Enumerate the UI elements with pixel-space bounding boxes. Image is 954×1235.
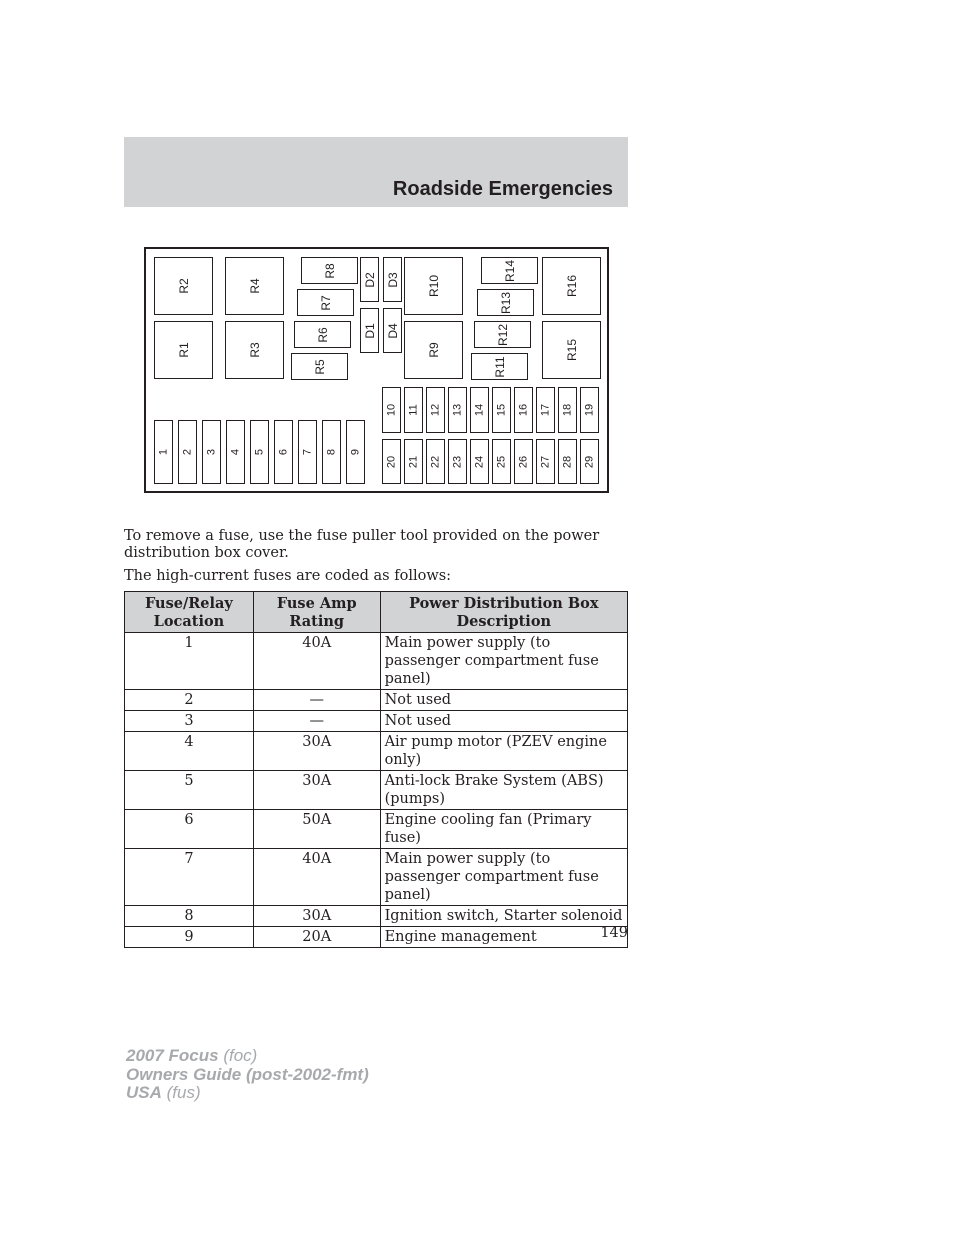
slot-label: 21 bbox=[407, 455, 419, 468]
cell-location: 2 bbox=[125, 690, 254, 711]
slot-label: 2 bbox=[181, 448, 193, 456]
fuse-slot-10 bbox=[382, 387, 401, 433]
slot-label: R9 bbox=[426, 342, 441, 358]
fuse-slot-15 bbox=[492, 387, 511, 433]
slot-label: R2 bbox=[176, 278, 191, 294]
relay-slot-r13 bbox=[477, 289, 534, 316]
slot-label: 9 bbox=[349, 448, 361, 456]
fuse-slot-25 bbox=[492, 439, 511, 484]
cell-description: Ignition switch, Starter solenoid bbox=[380, 906, 627, 927]
cell-description: Main power supply (to passenger compartment fuse panel) bbox=[380, 633, 627, 690]
fuse-slot-11 bbox=[404, 387, 423, 433]
slot-label: D3 bbox=[385, 271, 400, 288]
slot-label: R10 bbox=[426, 274, 441, 298]
relay-slot-r12 bbox=[474, 321, 531, 348]
fuse-slot-1 bbox=[154, 420, 173, 484]
cell-location: 5 bbox=[125, 771, 254, 810]
slot-label: R8 bbox=[322, 262, 337, 279]
table-row bbox=[125, 906, 628, 927]
section-title: Roadside Emergencies bbox=[392, 178, 613, 200]
slot-label: D1 bbox=[362, 322, 377, 339]
slot-label: 20 bbox=[385, 455, 397, 468]
cell-description: Engine cooling fan (Primary fuse) bbox=[380, 810, 627, 849]
slot-label: 27 bbox=[539, 455, 551, 468]
table-row bbox=[125, 927, 628, 948]
column-header-location: Fuse/Relay Location bbox=[125, 592, 254, 633]
slot-label: R12 bbox=[495, 323, 510, 346]
relay-slot-r3 bbox=[225, 321, 284, 379]
fuse-slot-14 bbox=[470, 387, 489, 433]
slot-label: 17 bbox=[539, 403, 551, 417]
cell-location: 9 bbox=[125, 927, 254, 948]
fuse-slot-9 bbox=[346, 420, 365, 484]
footer-market: USA bbox=[126, 1083, 162, 1102]
footer-guide: Owners Guide (post-2002-fmt) bbox=[126, 1064, 369, 1084]
footer-model: 2007 Focus bbox=[126, 1046, 219, 1065]
slot-label: 22 bbox=[429, 455, 441, 468]
fuse-slot-21 bbox=[404, 439, 423, 484]
table-row bbox=[125, 633, 628, 690]
fuse-slot-13 bbox=[448, 387, 467, 433]
fuse-slot-19 bbox=[580, 387, 599, 433]
fuse-slot-26 bbox=[514, 439, 533, 484]
cell-location: 1 bbox=[125, 633, 254, 690]
table-row bbox=[125, 690, 628, 711]
cell-amp-rating: 30A bbox=[253, 732, 380, 771]
relay-slot-r6 bbox=[294, 321, 351, 348]
fuse-slot-4 bbox=[226, 420, 245, 484]
slot-label: R7 bbox=[318, 294, 333, 311]
diode-slot-d3 bbox=[383, 257, 402, 302]
cell-description: Not used bbox=[380, 690, 627, 711]
relay-slot-r14 bbox=[481, 257, 538, 284]
slot-label: 23 bbox=[451, 455, 463, 468]
cell-description: Engine management bbox=[380, 927, 627, 948]
fuse-slot-6 bbox=[274, 420, 293, 484]
table-header-row bbox=[125, 592, 628, 633]
cell-amp-rating: 50A bbox=[253, 810, 380, 849]
fuse-slot-8 bbox=[322, 420, 341, 484]
cell-amp-rating: — bbox=[253, 711, 380, 732]
slot-label: 8 bbox=[325, 448, 337, 456]
slot-label: R14 bbox=[502, 259, 517, 282]
page-number: 149 bbox=[600, 925, 628, 941]
diode-slot-d1 bbox=[360, 308, 379, 353]
footer-model-code: (foc) bbox=[223, 1046, 258, 1065]
slot-label: 19 bbox=[583, 403, 595, 417]
fuse-slot-23 bbox=[448, 439, 467, 484]
fuse-slot-28 bbox=[558, 439, 577, 484]
fuse-slot-20 bbox=[382, 439, 401, 484]
slot-label: 13 bbox=[451, 403, 463, 417]
fuse-slot-2 bbox=[178, 420, 197, 484]
slot-label: 1 bbox=[157, 448, 169, 456]
table-row bbox=[125, 849, 628, 906]
slot-label: 24 bbox=[473, 455, 485, 468]
table-row bbox=[125, 810, 628, 849]
relay-slot-r11 bbox=[471, 353, 528, 380]
cell-amp-rating: 20A bbox=[253, 927, 380, 948]
slot-label: D2 bbox=[362, 271, 377, 288]
table-row bbox=[125, 771, 628, 810]
cell-description: Not used bbox=[380, 711, 627, 732]
slot-label: R1 bbox=[176, 342, 191, 358]
relay-slot-r16 bbox=[542, 257, 601, 315]
cell-location: 7 bbox=[125, 849, 254, 906]
slot-label: 14 bbox=[473, 403, 485, 417]
slot-label: R4 bbox=[247, 278, 262, 294]
cell-location: 8 bbox=[125, 906, 254, 927]
slot-label: 5 bbox=[253, 448, 265, 456]
fuse-box-diagram bbox=[144, 247, 609, 493]
slot-label: 7 bbox=[301, 448, 313, 456]
slot-label: 18 bbox=[561, 403, 573, 417]
slot-label: R11 bbox=[492, 355, 507, 378]
slot-label: 4 bbox=[229, 448, 241, 456]
fuse-slot-29 bbox=[580, 439, 599, 484]
cell-amp-rating: — bbox=[253, 690, 380, 711]
cell-location: 4 bbox=[125, 732, 254, 771]
slot-label: D4 bbox=[385, 322, 400, 339]
slot-label: 29 bbox=[583, 455, 595, 468]
slot-label: 12 bbox=[429, 403, 441, 417]
column-header-description: Power Distribution Box Description bbox=[380, 592, 627, 633]
column-header-amp-rating: Fuse Amp Rating bbox=[253, 592, 380, 633]
slot-label: 26 bbox=[517, 455, 529, 468]
slot-label: R6 bbox=[315, 326, 330, 343]
footer-line-model bbox=[126, 1047, 369, 1066]
footer-line-market bbox=[126, 1084, 369, 1103]
diode-slot-d2 bbox=[360, 257, 379, 302]
fuse-slot-7 bbox=[298, 420, 317, 484]
document-footer bbox=[126, 1047, 369, 1103]
fuse-slot-16 bbox=[514, 387, 533, 433]
slot-label: R16 bbox=[564, 274, 579, 298]
slot-label: 11 bbox=[407, 404, 419, 416]
diode-slot-d4 bbox=[383, 308, 402, 353]
cell-location: 6 bbox=[125, 810, 254, 849]
fuse-slot-12 bbox=[426, 387, 445, 433]
footer-market-code: (fus) bbox=[166, 1083, 201, 1102]
slot-label: R5 bbox=[312, 358, 327, 375]
high-current-fuse-table bbox=[124, 591, 628, 948]
relay-slot-r10 bbox=[404, 257, 463, 315]
cell-amp-rating: 40A bbox=[253, 849, 380, 906]
relay-slot-r7 bbox=[297, 289, 354, 316]
slot-label: 15 bbox=[495, 403, 507, 417]
fuse-removal-instructions: To remove a fuse, use the fuse puller tool provided on the power distribution box cover. bbox=[124, 528, 600, 561]
slot-label: 28 bbox=[561, 455, 573, 468]
fuse-slot-17 bbox=[536, 387, 555, 433]
slot-label: R3 bbox=[247, 342, 262, 358]
fuse-slot-18 bbox=[558, 387, 577, 433]
slot-label: 3 bbox=[205, 448, 217, 456]
cell-description: Air pump motor (PZEV engine only) bbox=[380, 732, 627, 771]
relay-slot-r15 bbox=[542, 321, 601, 379]
cell-description: Anti-lock Brake System (ABS) (pumps) bbox=[380, 771, 627, 810]
fuse-slot-24 bbox=[470, 439, 489, 484]
slot-label: 25 bbox=[495, 455, 507, 468]
cell-amp-rating: 30A bbox=[253, 906, 380, 927]
cell-description: Main power supply (to passenger compartment fuse panel) bbox=[380, 849, 627, 906]
slot-label: R15 bbox=[564, 338, 579, 362]
slot-label: 6 bbox=[277, 448, 289, 456]
fuse-slot-22 bbox=[426, 439, 445, 484]
relay-slot-r1 bbox=[154, 321, 213, 379]
fuse-slot-5 bbox=[250, 420, 269, 484]
fuse-slot-3 bbox=[202, 420, 221, 484]
footer-line-guide bbox=[126, 1066, 369, 1085]
slot-label: 16 bbox=[517, 403, 529, 417]
fuse-slot-27 bbox=[536, 439, 555, 484]
cell-amp-rating: 30A bbox=[253, 771, 380, 810]
relay-slot-r8 bbox=[301, 257, 358, 284]
relay-slot-r9 bbox=[404, 321, 463, 379]
slot-label: R13 bbox=[498, 291, 513, 314]
cell-location: 3 bbox=[125, 711, 254, 732]
relay-slot-r5 bbox=[291, 353, 348, 380]
fuse-coding-intro: The high-current fuses are coded as follows: bbox=[124, 568, 452, 584]
slot-label: 10 bbox=[385, 403, 397, 417]
relay-slot-r4 bbox=[225, 257, 284, 315]
cell-amp-rating: 40A bbox=[253, 633, 380, 690]
relay-slot-r2 bbox=[154, 257, 213, 315]
table-row bbox=[125, 732, 628, 771]
table-row bbox=[125, 711, 628, 732]
section-header-band bbox=[124, 137, 628, 207]
